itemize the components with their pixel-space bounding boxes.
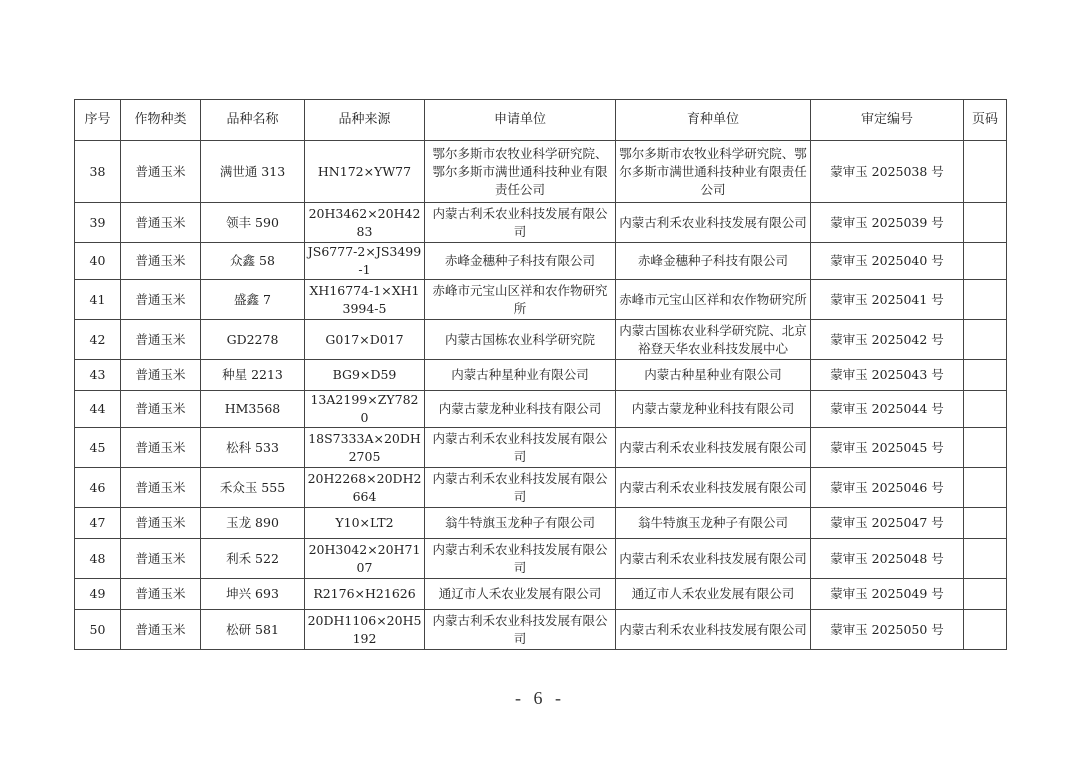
table-row [75,428,1007,468]
cell-variety-name: 满世通 313 [201,141,305,203]
table-row [75,391,1007,428]
cell-applicant: 赤峰市元宝山区祥和农作物研究所 [425,280,616,320]
cell-variety-name: 松研 581 [201,610,305,650]
header-variety-name: 品种名称 [201,100,305,141]
cell-approval-code: 蒙审玉 2025043 号 [811,360,964,391]
cell-approval-code: 蒙审玉 2025045 号 [811,428,964,468]
cell-no: 45 [75,428,121,468]
cell-no: 46 [75,468,121,508]
cell-breeder: 内蒙古蒙龙种业科技有限公司 [616,391,811,428]
cell-no: 50 [75,610,121,650]
cell-breeder: 赤峰金穗种子科技有限公司 [616,243,811,280]
header-breeder: 育种单位 [616,100,811,141]
cell-breeder: 内蒙古利禾农业科技发展有限公司 [616,203,811,243]
cell-page [964,243,1007,280]
cell-variety-name: 松科 533 [201,428,305,468]
table-row [75,360,1007,391]
cell-no: 44 [75,391,121,428]
cell-breeder: 内蒙古利禾农业科技发展有限公司 [616,428,811,468]
cell-source: XH16774-1×XH13994-5 [305,280,425,320]
cell-source: 20H3042×20H7107 [305,539,425,579]
cell-variety-name: 禾众玉 555 [201,468,305,508]
cell-applicant: 内蒙古利禾农业科技发展有限公司 [425,468,616,508]
table-row [75,243,1007,280]
cell-source: 20H2268×20DH2664 [305,468,425,508]
cell-page [964,280,1007,320]
cell-approval-code: 蒙审玉 2025050 号 [811,610,964,650]
table-row [75,579,1007,610]
table-row [75,539,1007,579]
header-applicant: 申请单位 [425,100,616,141]
cell-crop: 普通玉米 [121,203,201,243]
variety-table-container [74,99,1007,650]
cell-no: 38 [75,141,121,203]
cell-crop: 普通玉米 [121,320,201,360]
cell-crop: 普通玉米 [121,508,201,539]
cell-applicant: 通辽市人禾农业发展有限公司 [425,579,616,610]
page-number: - 6 - [515,688,565,708]
cell-page [964,320,1007,360]
cell-applicant: 内蒙古利禾农业科技发展有限公司 [425,428,616,468]
cell-applicant: 翁牛特旗玉龙种子有限公司 [425,508,616,539]
cell-breeder: 翁牛特旗玉龙种子有限公司 [616,508,811,539]
cell-approval-code: 蒙审玉 2025049 号 [811,579,964,610]
cell-page [964,203,1007,243]
cell-source: 20DH1106×20H5192 [305,610,425,650]
cell-variety-name: 坤兴 693 [201,579,305,610]
cell-approval-code: 蒙审玉 2025041 号 [811,280,964,320]
cell-crop: 普通玉米 [121,243,201,280]
cell-applicant: 内蒙古利禾农业科技发展有限公司 [425,610,616,650]
cell-page [964,141,1007,203]
cell-approval-code: 蒙审玉 2025038 号 [811,141,964,203]
variety-approval-table [74,99,1007,650]
cell-no: 47 [75,508,121,539]
header-page: 页码 [964,100,1007,141]
cell-crop: 普通玉米 [121,391,201,428]
header-source: 品种来源 [305,100,425,141]
cell-applicant: 内蒙古蒙龙种业科技有限公司 [425,391,616,428]
cell-approval-code: 蒙审玉 2025048 号 [811,539,964,579]
cell-approval-code: 蒙审玉 2025042 号 [811,320,964,360]
cell-crop: 普通玉米 [121,579,201,610]
table-row [75,280,1007,320]
cell-applicant: 内蒙古利禾农业科技发展有限公司 [425,203,616,243]
cell-no: 39 [75,203,121,243]
cell-applicant: 内蒙古种星种业有限公司 [425,360,616,391]
cell-source: R2176×H21626 [305,579,425,610]
table-row [75,610,1007,650]
cell-breeder: 通辽市人禾农业发展有限公司 [616,579,811,610]
table-row [75,468,1007,508]
cell-crop: 普通玉米 [121,468,201,508]
cell-breeder: 内蒙古利禾农业科技发展有限公司 [616,539,811,579]
cell-page [964,468,1007,508]
cell-breeder: 内蒙古利禾农业科技发展有限公司 [616,468,811,508]
cell-no: 49 [75,579,121,610]
cell-page [964,428,1007,468]
cell-approval-code: 蒙审玉 2025044 号 [811,391,964,428]
cell-crop: 普通玉米 [121,539,201,579]
cell-page [964,508,1007,539]
cell-source: 13A2199×ZY7820 [305,391,425,428]
cell-source: JS6777-2×JS3499-1 [305,243,425,280]
cell-crop: 普通玉米 [121,610,201,650]
cell-breeder: 赤峰市元宝山区祥和农作物研究所 [616,280,811,320]
cell-page [964,539,1007,579]
cell-applicant: 内蒙古国栋农业科学研究院 [425,320,616,360]
cell-variety-name: 种星 2213 [201,360,305,391]
cell-approval-code: 蒙审玉 2025046 号 [811,468,964,508]
cell-applicant: 赤峰金穗种子科技有限公司 [425,243,616,280]
cell-source: Y10×LT2 [305,508,425,539]
cell-breeder: 内蒙古种星种业有限公司 [616,360,811,391]
header-crop: 作物种类 [121,100,201,141]
cell-page [964,579,1007,610]
header-approval-code: 审定编号 [811,100,964,141]
cell-applicant: 内蒙古利禾农业科技发展有限公司 [425,539,616,579]
cell-page [964,610,1007,650]
cell-crop: 普通玉米 [121,280,201,320]
cell-variety-name: 众鑫 58 [201,243,305,280]
cell-page [964,391,1007,428]
header-no: 序号 [75,100,121,141]
cell-no: 48 [75,539,121,579]
cell-breeder: 鄂尔多斯市农牧业科学研究院、鄂尔多斯市满世通科技种业有限责任公司 [616,141,811,203]
cell-crop: 普通玉米 [121,360,201,391]
cell-approval-code: 蒙审玉 2025047 号 [811,508,964,539]
cell-source: HN172×YW77 [305,141,425,203]
cell-no: 40 [75,243,121,280]
cell-no: 43 [75,360,121,391]
cell-variety-name: 领丰 590 [201,203,305,243]
cell-approval-code: 蒙审玉 2025040 号 [811,243,964,280]
cell-crop: 普通玉米 [121,428,201,468]
table-header-row [75,100,1007,141]
cell-variety-name: GD2278 [201,320,305,360]
cell-source: G017×D017 [305,320,425,360]
table-row [75,320,1007,360]
cell-no: 42 [75,320,121,360]
cell-variety-name: 利禾 522 [201,539,305,579]
table-row [75,141,1007,203]
cell-approval-code: 蒙审玉 2025039 号 [811,203,964,243]
table-row [75,203,1007,243]
cell-source: 20H3462×20H4283 [305,203,425,243]
cell-crop: 普通玉米 [121,141,201,203]
cell-variety-name: 盛鑫 7 [201,280,305,320]
cell-breeder: 内蒙古国栋农业科学研究院、北京裕登天华农业科技发展中心 [616,320,811,360]
cell-breeder: 内蒙古利禾农业科技发展有限公司 [616,610,811,650]
cell-applicant: 鄂尔多斯市农牧业科学研究院、鄂尔多斯市满世通科技种业有限责任公司 [425,141,616,203]
cell-page [964,360,1007,391]
cell-variety-name: 玉龙 890 [201,508,305,539]
table-row [75,508,1007,539]
cell-source: 18S7333A×20DH2705 [305,428,425,468]
cell-source: BG9×D59 [305,360,425,391]
cell-variety-name: HM3568 [201,391,305,428]
cell-no: 41 [75,280,121,320]
